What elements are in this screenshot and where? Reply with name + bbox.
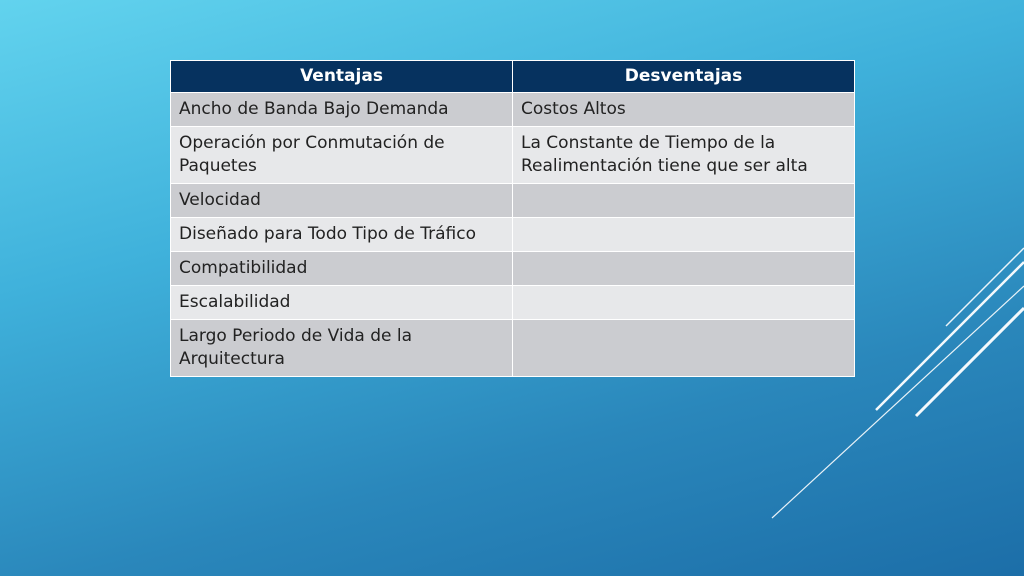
table-row bbox=[171, 286, 855, 320]
cell-desventaja bbox=[513, 218, 855, 252]
cell-desventaja: Costos Altos bbox=[513, 93, 855, 127]
table-row bbox=[171, 252, 855, 286]
cell-ventaja: Operación por Conmutación de Paquetes bbox=[171, 127, 513, 184]
header-ventajas: Ventajas bbox=[171, 61, 513, 93]
cell-ventaja: Velocidad bbox=[171, 184, 513, 218]
cell-ventaja: Escalabilidad bbox=[171, 286, 513, 320]
cell-desventaja bbox=[513, 252, 855, 286]
table-row bbox=[171, 127, 855, 184]
cell-ventaja: Diseñado para Todo Tipo de Tráfico bbox=[171, 218, 513, 252]
cell-desventaja: La Constante de Tiempo de la Realimentación tiene que ser alta bbox=[513, 127, 855, 184]
table-header-row bbox=[171, 61, 855, 93]
cell-desventaja bbox=[513, 320, 855, 377]
comparison-table bbox=[170, 60, 855, 377]
table-row bbox=[171, 93, 855, 127]
header-desventajas: Desventajas bbox=[513, 61, 855, 93]
cell-ventaja: Largo Periodo de Vida de la Arquitectura bbox=[171, 320, 513, 377]
cell-desventaja bbox=[513, 286, 855, 320]
cell-ventaja: Ancho de Banda Bajo Demanda bbox=[171, 93, 513, 127]
cell-desventaja bbox=[513, 184, 855, 218]
table-row bbox=[171, 320, 855, 377]
table-row bbox=[171, 184, 855, 218]
cell-ventaja: Compatibilidad bbox=[171, 252, 513, 286]
table-row bbox=[171, 218, 855, 252]
